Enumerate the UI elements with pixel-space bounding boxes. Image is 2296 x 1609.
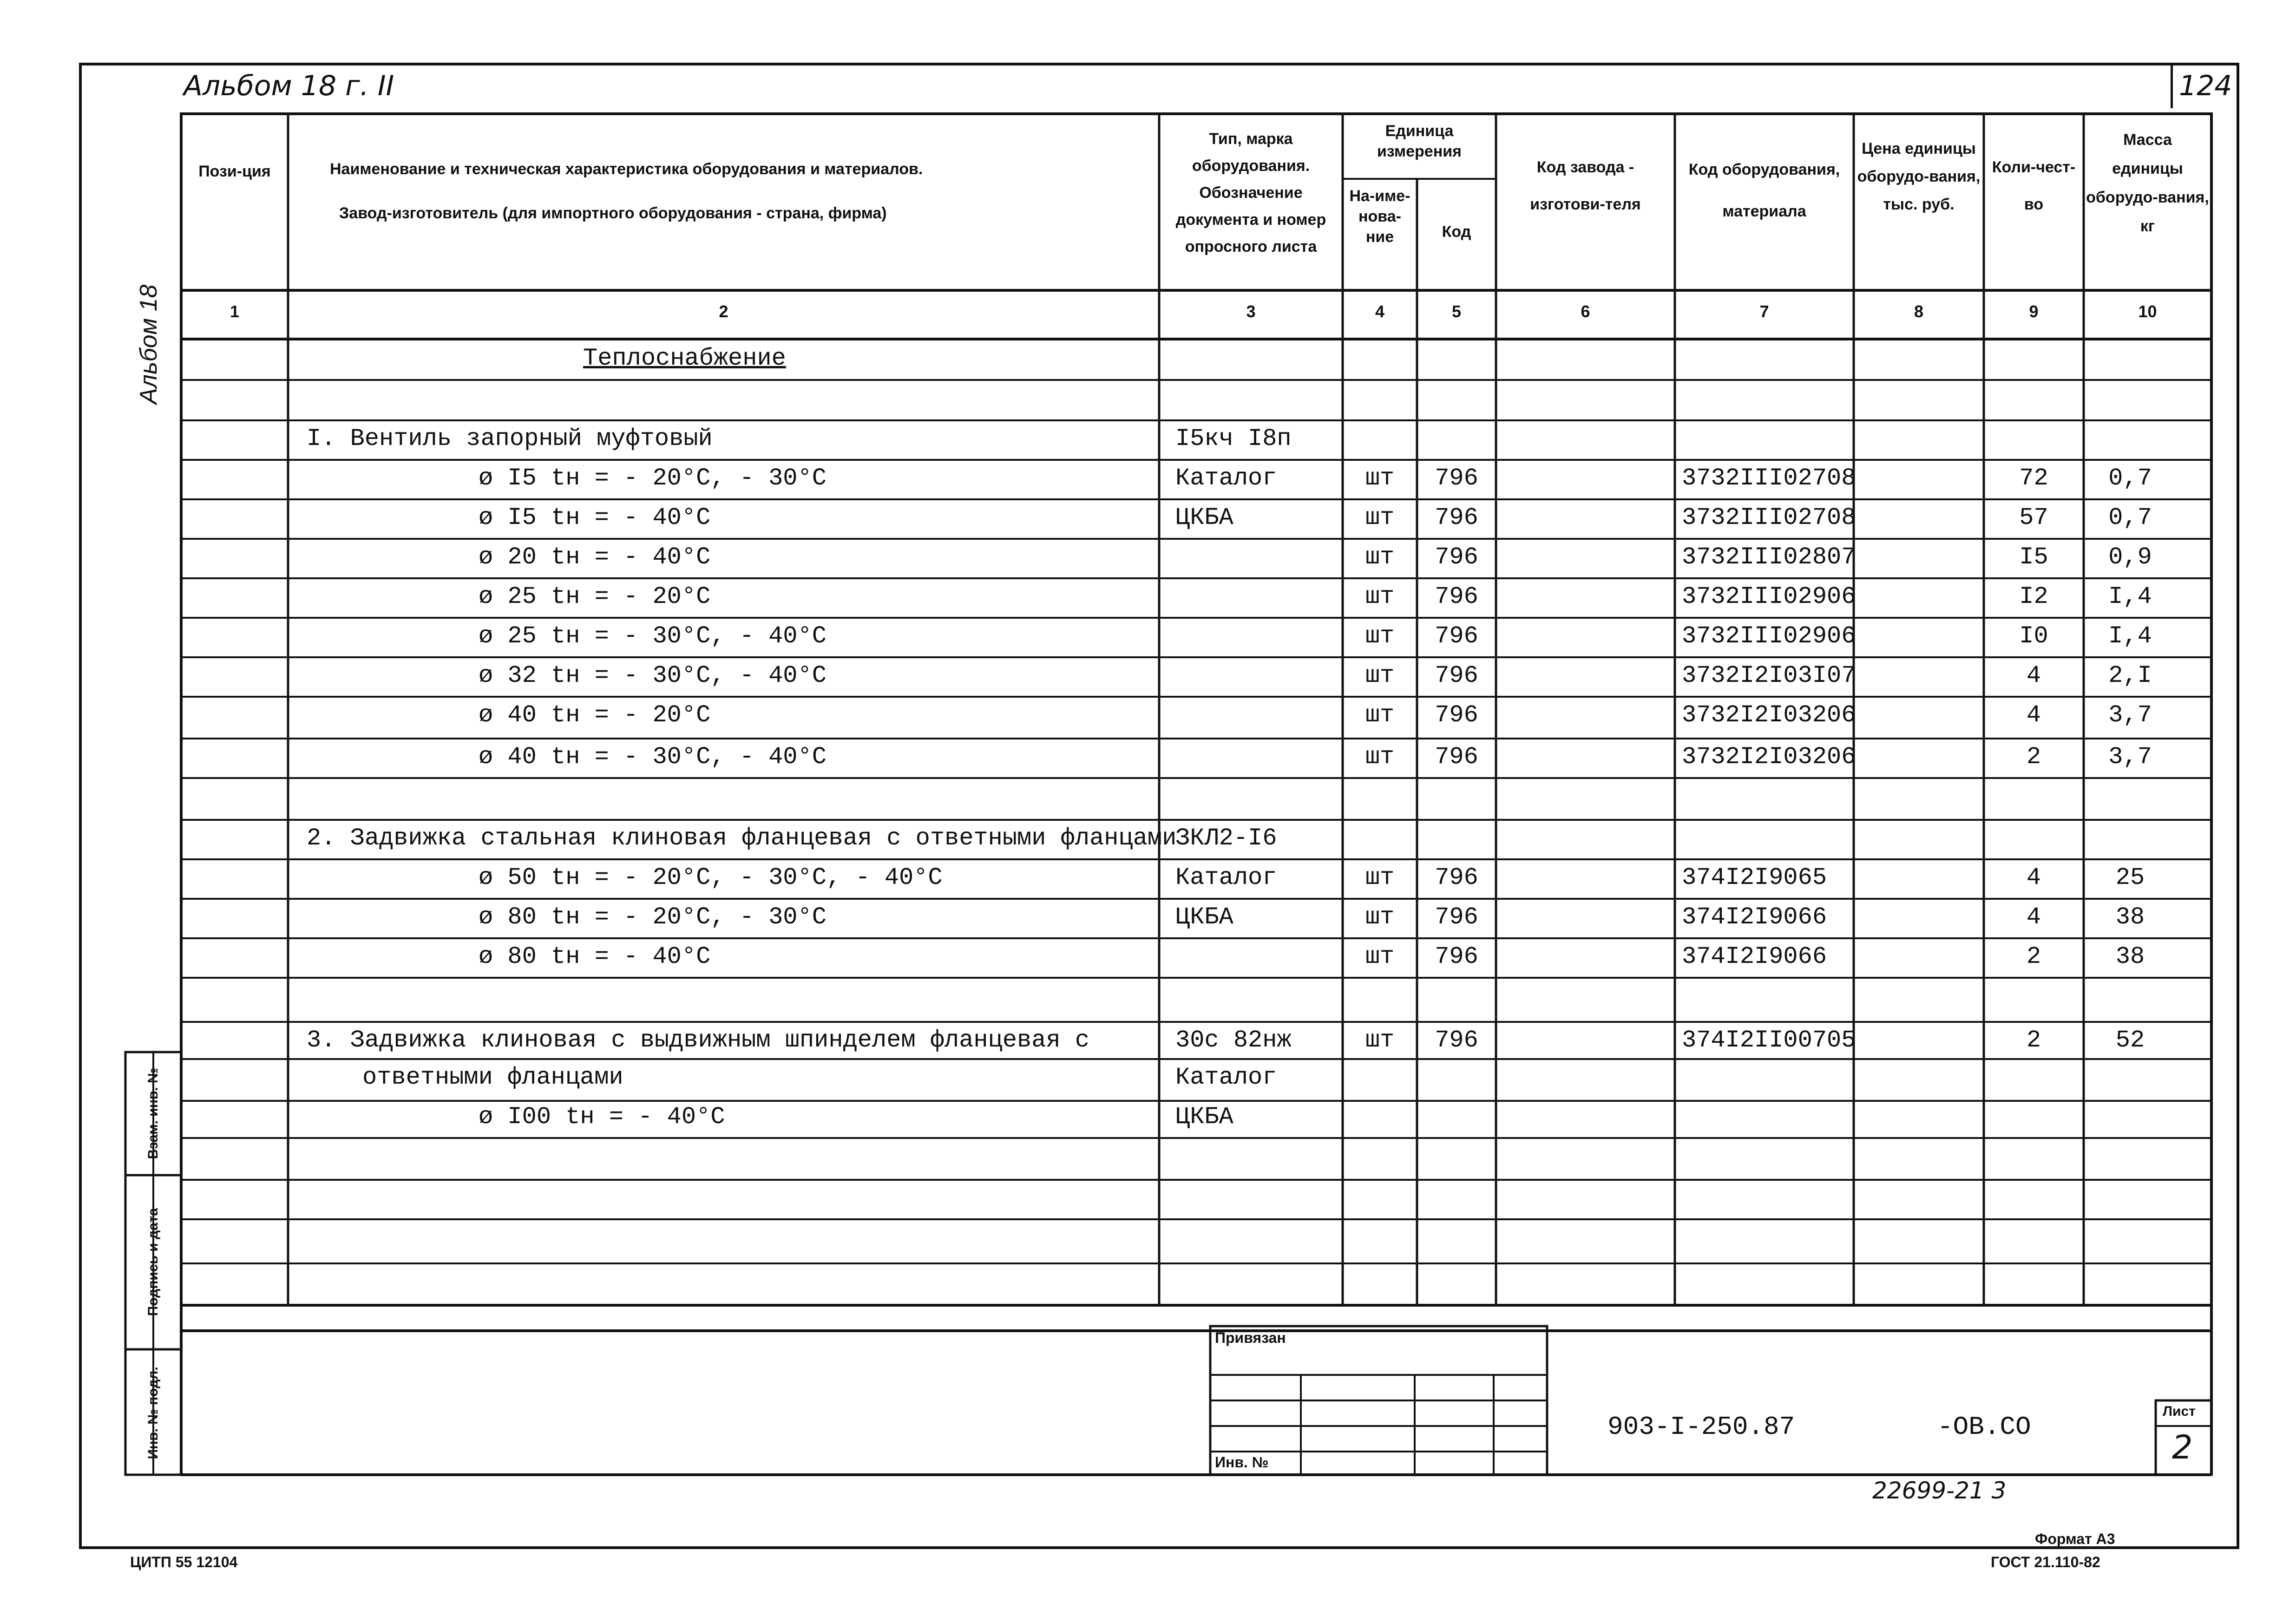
row-mass: 3,7	[2108, 701, 2152, 729]
row-unit: шт	[1365, 943, 1395, 970]
row-type: 30с 82нж	[1175, 1027, 1292, 1054]
row-equipment-code: 3732I2I03I07	[1682, 662, 1856, 689]
row-type: ЦКБА	[1175, 504, 1233, 531]
row-unit-code: 796	[1435, 464, 1478, 492]
row-mass: 38	[2115, 903, 2145, 931]
row-mass: I,4	[2108, 622, 2152, 650]
header-quantity: Коли-чест-во	[1992, 158, 2076, 213]
row-unit-code: 796	[1435, 622, 1478, 650]
row-unit: шт	[1365, 504, 1395, 531]
row-name: ø I00 tн = - 40°С	[479, 1103, 725, 1131]
row-unit-code: 796	[1435, 743, 1478, 771]
stamp-designation: 903-I-250.87	[1607, 1412, 1795, 1442]
row-unit-code: 796	[1435, 504, 1478, 531]
row-mass: 3,7	[2108, 743, 2152, 771]
row-unit-code: 796	[1435, 583, 1478, 610]
row-name: ø I5 tн = - 20°С, - 30°С	[479, 464, 827, 492]
row-unit: шт	[1365, 701, 1395, 729]
header-type: Тип, марка оборудования. Обозначение документа и номер опросного листа	[1175, 130, 1326, 255]
row-unit-code: 796	[1435, 1027, 1478, 1054]
col-number-9: 9	[2029, 302, 2039, 321]
stamp-inv-no: Инв. №	[1215, 1454, 1269, 1471]
row-quantity: 2	[2026, 1027, 2041, 1054]
row-unit: шт	[1365, 464, 1395, 492]
stamp-code: -ОВ.СО	[1937, 1412, 2031, 1442]
row-quantity: 4	[2026, 864, 2041, 891]
col-number-10: 10	[2138, 302, 2157, 321]
stamp-sheet-number: 2	[2172, 1428, 2193, 1466]
row-quantity: 57	[2019, 504, 2048, 531]
row-mass: 0,7	[2108, 504, 2152, 531]
col-number-5: 5	[1451, 302, 1462, 321]
row-type: Каталог	[1175, 464, 1277, 492]
header-name-line1: Наименование и техническая характеристика оборудования и материалов.	[330, 160, 923, 178]
album-label: Альбом 18 г. II	[184, 70, 394, 102]
row-quantity: I0	[2019, 622, 2048, 650]
header-position: Пози-ция	[198, 163, 271, 180]
row-name: ø 20 tн = - 40°С	[479, 543, 711, 571]
row-type: Каталог	[1175, 1064, 1277, 1091]
row-type: Каталог	[1175, 864, 1277, 891]
row-equipment-code: 3732III02807	[1682, 543, 1856, 571]
row-equipment-code: 374I2I9065	[1682, 864, 1827, 891]
row-name: ø 80 tн = - 20°С, - 30°С	[479, 903, 827, 931]
header-unit-code: Код	[1442, 223, 1471, 241]
side-album-label: Альбом 18	[135, 284, 162, 404]
footer-gost: ГОСТ 21.110-82	[1991, 1554, 2100, 1570]
row-unit: шт	[1365, 903, 1395, 931]
row-name: ø 25 tн = - 30°С, - 40°С	[479, 622, 827, 650]
row-quantity: 72	[2019, 464, 2048, 492]
row-unit: шт	[1365, 662, 1395, 689]
row-quantity: I2	[2019, 583, 2048, 610]
row-name: ø 50 tн = - 20°С, - 30°С, - 40°С	[479, 864, 943, 891]
row-unit: шт	[1365, 743, 1395, 771]
col-number-4: 4	[1375, 302, 1385, 321]
header-mass: Масса единицы оборудо-вания, кг	[2086, 131, 2209, 235]
row-name: 2. Задвижка стальная клиновая фланцевая с ответными фланцами	[307, 824, 1177, 852]
row-unit-code: 796	[1435, 864, 1478, 891]
row-unit: шт	[1365, 864, 1395, 891]
sheet-number-top: 124	[2179, 70, 2232, 102]
row-unit: шт	[1365, 1027, 1395, 1054]
header-unit-name: На-име-нова-ние	[1349, 187, 1410, 246]
row-equipment-code: 3732I2I03206	[1682, 743, 1856, 771]
row-unit: шт	[1365, 622, 1395, 650]
col-number-1: 1	[230, 302, 240, 321]
row-name: ответными фланцами	[362, 1064, 623, 1091]
side-stamp-inventory: Инв. № подл.	[145, 1367, 161, 1459]
row-type: ЦКБА	[1175, 903, 1233, 931]
col-number-7: 7	[1759, 302, 1769, 321]
row-name: ø 80 tн = - 40°С	[479, 943, 711, 970]
row-name: ø 40 tн = - 30°С, - 40°С	[479, 743, 827, 771]
side-stamp-signature: Подпись и дата	[145, 1208, 161, 1316]
row-equipment-code: 3732III02708	[1682, 464, 1856, 492]
row-quantity: 2	[2026, 943, 2041, 970]
row-name: ø I5 tн = - 40°С	[479, 504, 711, 531]
row-quantity: 4	[2026, 701, 2041, 729]
row-quantity: 4	[2026, 662, 2041, 689]
row-type: I5кч I8п	[1175, 425, 1292, 452]
header-name-line2: Завод-изготовитель (для импортного оборудования - страна, фирма)	[339, 204, 887, 222]
header-plant-code: Код завода - изготови-теля	[1530, 158, 1641, 213]
stamp-number-below: 22699-21 3	[1872, 1477, 2007, 1504]
row-quantity: 4	[2026, 903, 2041, 931]
row-mass: 0,9	[2108, 543, 2152, 571]
row-equipment-code: 3732III02708	[1682, 504, 1856, 531]
row-unit-code: 796	[1435, 701, 1478, 729]
footer-format: Формат А3	[2035, 1531, 2115, 1547]
row-mass: 52	[2115, 1027, 2145, 1054]
row-mass: 25	[2115, 864, 2145, 891]
col-number-2: 2	[719, 302, 728, 321]
row-unit: шт	[1365, 543, 1395, 571]
row-equipment-code: 3732I2I03206	[1682, 701, 1856, 729]
row-mass: 2,I	[2108, 662, 2152, 689]
footer-left: ЦИТП 55 12104	[130, 1554, 238, 1570]
row-equipment-code: 374I2I9066	[1682, 903, 1827, 931]
section-title: Теплоснабжение	[583, 345, 786, 372]
row-equipment-code: 374I2II00705	[1682, 1027, 1856, 1054]
row-unit: шт	[1365, 583, 1395, 610]
col-number-3: 3	[1246, 302, 1256, 321]
row-type: ЦКБА	[1175, 1103, 1233, 1131]
row-mass: 0,7	[2108, 464, 2152, 492]
row-unit-code: 796	[1435, 903, 1478, 931]
row-unit-code: 796	[1435, 543, 1478, 571]
row-mass: I,4	[2108, 583, 2152, 610]
row-name: ø 32 tн = - 30°С, - 40°С	[479, 662, 827, 689]
col-number-6: 6	[1581, 302, 1590, 321]
row-equipment-code: 3732III02906	[1682, 622, 1856, 650]
row-unit-code: 796	[1435, 943, 1478, 970]
stamp-privyazan: Привязан	[1215, 1329, 1286, 1346]
row-type: ЗКЛ2-I6	[1175, 824, 1277, 852]
row-name: 3. Задвижка клиновая с выдвижным шпинделем фланцевая с	[307, 1027, 1090, 1054]
col-number-8: 8	[1914, 302, 1924, 321]
row-name: ø 40 tн = - 20°С	[479, 701, 711, 729]
stamp-sheet-label: Лист	[2163, 1404, 2196, 1419]
row-quantity: I5	[2019, 543, 2048, 571]
row-name: ø 25 tн = - 20°С	[479, 583, 711, 610]
row-equipment-code: 374I2I9066	[1682, 943, 1827, 970]
row-mass: 38	[2115, 943, 2145, 970]
row-name: I. Вентиль запорный муфтовый	[307, 425, 713, 452]
row-quantity: 2	[2026, 743, 2041, 771]
row-unit-code: 796	[1435, 662, 1478, 689]
row-equipment-code: 3732III02906	[1682, 583, 1856, 610]
side-stamp-replacement: Взам. инв. №	[145, 1067, 161, 1159]
header-unit: Единица измерения	[1377, 122, 1462, 160]
header-price: Цена единицы оборудо-вания, тыс. руб.	[1857, 140, 1981, 213]
header-equipment-code: Код оборудования, материала	[1688, 161, 1840, 220]
